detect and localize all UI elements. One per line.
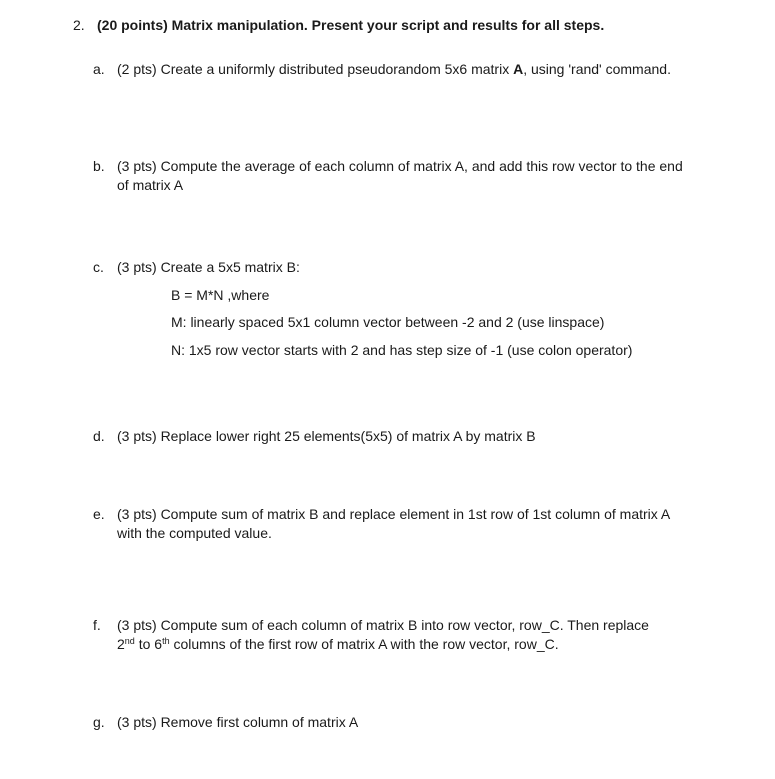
item-b-letter: b. <box>93 158 105 174</box>
item-c <box>93 258 713 277</box>
item-e <box>93 505 713 543</box>
item-c-formula: B = M*N ,where <box>171 287 270 303</box>
item-f-mid: to 6 <box>134 636 163 652</box>
item-c-m-definition: M: linearly spaced 5x1 column vector between -2 and 2 (use linspace) <box>171 314 605 330</box>
item-a-pts: (2 pts) <box>117 61 157 77</box>
item-g-text: (3 pts) Remove first column of matrix A <box>117 714 359 730</box>
item-a-text-after: , using 'rand' command. <box>523 61 671 77</box>
item-a-text-before: Create a uniformly distributed pseudorandom 5x6 matrix <box>160 61 510 77</box>
item-a-bold: A <box>513 61 524 77</box>
item-b <box>93 157 713 195</box>
item-f-end-sup: th <box>162 636 170 646</box>
item-f <box>93 616 713 654</box>
item-c-letter: c. <box>93 259 104 275</box>
item-g <box>93 713 713 732</box>
item-f-text <box>117 616 697 654</box>
item-f-start-num: 2 <box>117 636 125 652</box>
item-f-start-sup: nd <box>124 636 135 646</box>
item-a-text <box>117 60 697 79</box>
item-e-letter: e. <box>93 506 105 522</box>
item-c-n-definition: N: 1x5 row vector starts with 2 and has step size of -1 (use colon operator) <box>171 342 633 358</box>
item-d-text: (3 pts) Replace lower right 25 elements(5x5) of matrix A by matrix B <box>117 428 536 444</box>
item-b-text: (3 pts) Compute the average of each column of matrix A, and add this row vector to the end of matrix A <box>117 158 683 193</box>
item-d <box>93 427 713 446</box>
question-number: 2. <box>73 17 85 33</box>
item-a-letter: a. <box>93 61 105 77</box>
question-heading <box>73 16 604 35</box>
item-c-text: (3 pts) Create a 5x5 matrix B: <box>117 259 300 275</box>
item-f-text-after: columns of the first row of matrix A with the row vector, row_C. <box>169 636 559 652</box>
item-a <box>93 60 713 79</box>
item-e-text: (3 pts) Compute sum of matrix B and replace element in 1st row of 1st column of matrix A with the computed value. <box>117 506 670 541</box>
question-title: (20 points) Matrix manipulation. Present your script and results for all steps. <box>97 17 605 33</box>
item-f-line1: (3 pts) Compute sum of each column of matrix B into row vector, row_C. Then replace <box>117 617 649 633</box>
item-g-letter: g. <box>93 714 105 730</box>
item-d-letter: d. <box>93 428 105 444</box>
item-f-letter: f. <box>93 617 101 633</box>
